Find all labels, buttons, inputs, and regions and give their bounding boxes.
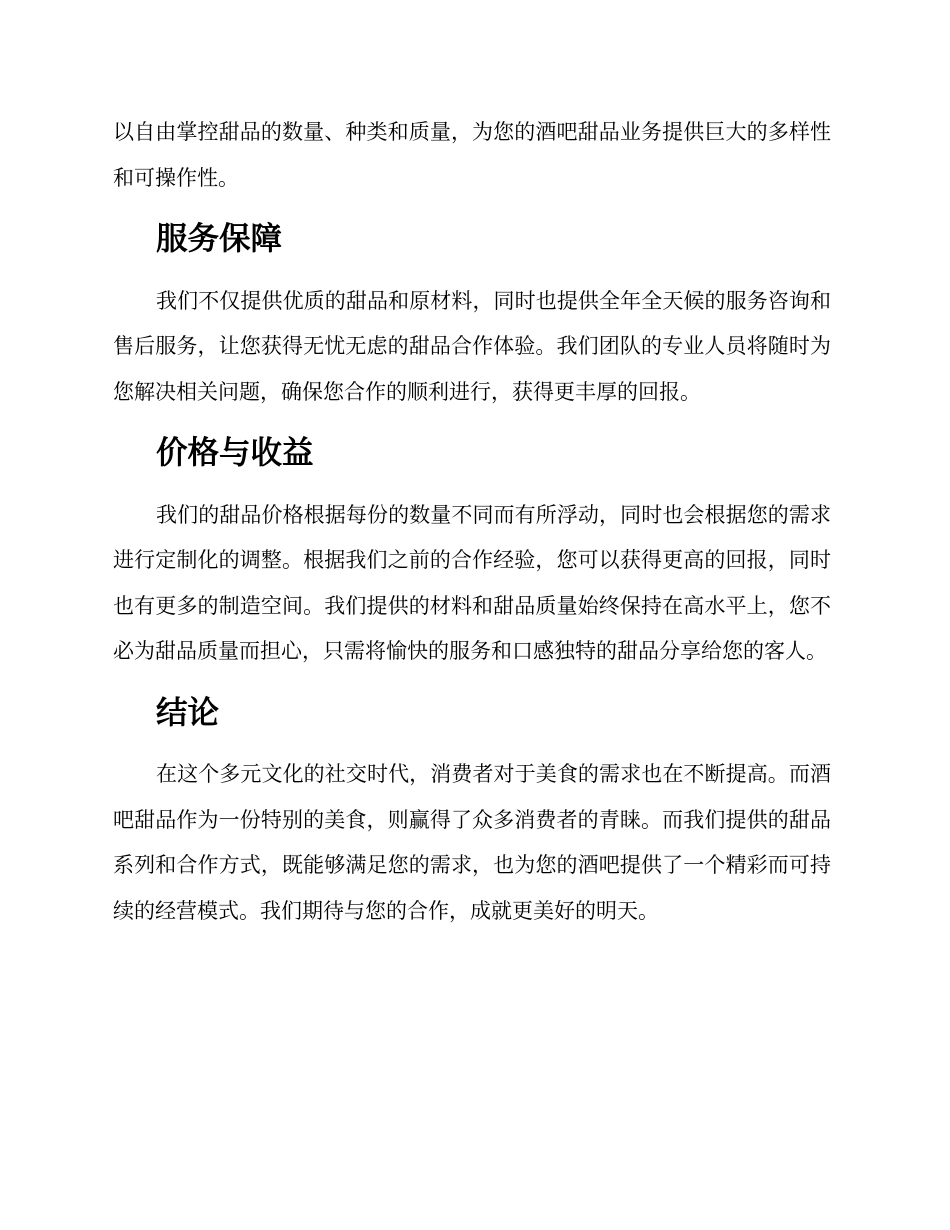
section-paragraph-conclusion: 在这个多元文化的社交时代，消费者对于美食的需求也在不断提高。而酒吧甜品作为一份特别的美食，则赢得了众多消费者的青睐。而我们提供的甜品系列和合作方式，既能够满足您的需求，也为您的酒吧提供了一个精彩而可持续的经营模式。我们期待与您的合作，成就更美好的明天。 <box>113 762 831 923</box>
document-body <box>113 110 831 950</box>
section-paragraph-service: 我们不仅提供优质的甜品和原材料，同时也提供全年全天候的服务咨询和售后服务，让您获得无忧无虑的甜品合作体验。我们团队的专业人员将随时为您解决相关问题，确保您合作的顺利进行，获得更丰厚的回报。 <box>113 288 831 404</box>
section-paragraph-pricing: 我们的甜品价格根据每份的数量不同而有所浮动，同时也会根据您的需求进行定制化的调整。根据我们之前的合作经验，您可以获得更高的回报，同时也有更多的制造空间。我们提供的材料和甜品质量始终保持在高水平上，您不必为甜品质量而担心，只需将愉快的服务和口感独特的甜品分享给您的客人。 <box>113 502 831 663</box>
section-heading-conclusion: 结论 <box>156 694 220 731</box>
section-heading-pricing: 价格与收益 <box>156 435 314 471</box>
continuation-paragraph: 以自由掌控甜品的数量、种类和质量，为您的酒吧甜品业务提供巨大的多样性和可操作性。 <box>113 120 831 190</box>
section-heading-service: 服务保障 <box>156 221 283 257</box>
